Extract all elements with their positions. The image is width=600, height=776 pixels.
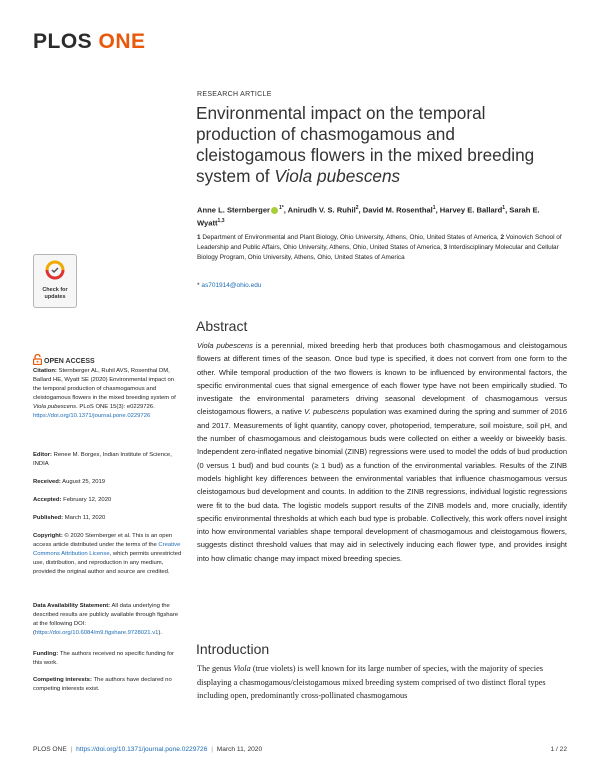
introduction-text-2: (true violets) is well known for its large number of species, with the majority of species displaying a chasmogamous/cleistogamous mixed breeding system comprised of two distinct floral types including open, predominantly cross-pollinated chasmogamous xyxy=(197,664,546,700)
accepted-block xyxy=(33,496,183,505)
article-type: RESEARCH ARTICLE xyxy=(197,91,272,98)
editor-block xyxy=(33,451,183,469)
abstract-text-1: is a perennial, mixed breeding herb that produces both chasmogamous and cleistogamous flowers at different times of the season. Once bud type is specified, it does not convert from one form to the other. While temporal production of the two flowers is known to be influenced by environmental factors, the specific environmental cues that signal emergence of each flower type have not been empirically studied. To investigate the environmental parameters driving seasonal development of chasmogamous versus cleistogamous flowers, a native xyxy=(197,341,567,417)
data-availability-text: All data underlying the described results are publicly available through figshare at the following DOI: ( xyxy=(33,603,179,636)
article-title xyxy=(196,103,556,187)
received-date: August 25, 2019 xyxy=(60,479,106,485)
copyright-block xyxy=(33,532,183,577)
introduction-text-1: The genus xyxy=(197,664,234,673)
affiliation-text: Interdisciplinary Molecular and Cellular Biology Program, Ohio University, Athens, Ohio, United States of America xyxy=(197,244,559,262)
citation-doi-link[interactable]: https://doi.org/10.1371/journal.pone.0229726 xyxy=(33,413,151,419)
author-name[interactable]: , Sarah E. Wyatt xyxy=(197,205,540,228)
author-name[interactable]: Anne L. Sternberger xyxy=(197,205,270,215)
journal-logo[interactable] xyxy=(33,30,146,54)
introduction-heading: Introduction xyxy=(196,641,270,657)
article-title-species: Viola pubescens xyxy=(274,166,401,186)
affiliation-number: 1 xyxy=(197,234,201,241)
journal-name-one: ONE xyxy=(98,30,146,53)
affiliation-number: 3 xyxy=(443,244,448,252)
competing-interests-block xyxy=(33,676,183,694)
author-affiliation-sup: 1* xyxy=(279,205,284,211)
citation-text-1: Sternberger AL, Ruhil AVS, Rosenthal DM, Ballard HE, Wyatt SE (2020) Environmental impact on the temporal production of chasmogamous and cleistogamous flowers in the mixed breeding system of xyxy=(33,368,176,401)
copyright-text-1: © 2020 Sternberger et al. This is an open access article distributed under the terms of the xyxy=(33,533,173,548)
abstract-text-2: population was examined during the spring and summer of 2016 and 2017. Measurements of light quantity, canopy cover, photoperiod, temperature, soil moisture, soil pH, and the number of chasmogamous and cleistogamous buds were collected on either a weekly or biweekly basis. Independent zero-inflated negative binomial (ZINB) regressions were used to model the odds of bud production (0 versus 1 bud) and bud counts (≥ 1 bud) as a function of the environmental variables. Results of the ZINB models highlight key differences between the environmental variables that influence chasmogamous versus cleistogamous bud development and counts. In addition to the ZINB regressions, individual logistic regressions were fit to the bud data. The logistic models support results of the ZINB models and, more crucially, identify specific environmental thresholds at which each bud type is probable. Collectively, this work offers novel insight into how environmental variables shape temporal development of chasmogamous and cleistogamous flowers, suggests distinct threshold values that may aid in selectively inducing each flower type, and provides insight into how climatic change may impact mixed breeding species. xyxy=(197,407,567,563)
editor-label: Editor: xyxy=(33,452,52,458)
author-affiliation-sup: 1,3 xyxy=(217,217,225,224)
author-list xyxy=(197,203,567,228)
accepted-date: February 12, 2020 xyxy=(61,497,112,503)
copyright-label: Copyright: xyxy=(33,533,63,539)
published-date: March 11, 2020 xyxy=(63,515,106,521)
citation-block xyxy=(33,367,183,421)
check-updates-line2: updates xyxy=(44,294,66,300)
data-availability-end: ). xyxy=(158,630,163,636)
author-affiliation-sup: 2 xyxy=(355,205,359,211)
affiliation-text: Voinovich School of Leadership and Public Affairs, Ohio University, Athens, Ohio, United States of America, xyxy=(197,234,562,252)
footer-doi-link[interactable]: https://doi.org/10.1371/journal.pone.0229726 xyxy=(76,746,208,753)
affiliation-number: 2 xyxy=(500,234,505,241)
abstract-species-2: V. pubescens xyxy=(304,407,350,417)
affiliations xyxy=(197,233,569,263)
author-name[interactable]: , Anirudh V. S. Ruhil xyxy=(283,205,356,215)
citation-text-2: . PLoS ONE 15(3): e0229726. xyxy=(76,404,155,410)
citation-label: Citation: xyxy=(33,368,57,374)
check-updates-line1: Check for xyxy=(42,287,68,293)
funding-text: The authors received no specific funding for this work. xyxy=(33,651,175,666)
corresponding-star: * xyxy=(197,282,202,289)
editor-text: Renee M. Borges, Indian Institute of Science, INDIA xyxy=(33,452,172,467)
open-access-text: OPEN ACCESS xyxy=(44,358,95,365)
author-name[interactable]: , David M. Rosenthal xyxy=(358,205,433,215)
received-label: Received: xyxy=(33,479,61,485)
footer-date: March 11, 2020 xyxy=(216,746,263,753)
check-for-updates-badge[interactable] xyxy=(33,254,77,308)
data-availability-label: Data Availability Statement: xyxy=(33,603,111,609)
page-footer xyxy=(33,746,567,753)
footer-separator: | xyxy=(70,746,73,753)
copyright-text-2: , which permits unrestricted use, distribution, and reproduction in any medium, provided the original author and source are credited. xyxy=(33,551,182,575)
abstract-heading: Abstract xyxy=(196,318,248,334)
author-affiliation-sup: 1 xyxy=(502,205,506,211)
funding-block xyxy=(33,650,183,668)
page-number: 1 / 22 xyxy=(550,746,567,753)
orcid-icon[interactable] xyxy=(271,207,278,214)
author-affiliation-sup: 1 xyxy=(432,205,436,211)
article-title-text: Environmental impact on the temporal production of chasmogamous and cleistogamous flowers in the mixed breeding system of xyxy=(196,103,535,186)
abstract-body xyxy=(197,339,567,565)
email-link[interactable]: as701914@ohio.edu xyxy=(201,282,262,289)
data-availability-block xyxy=(33,602,183,638)
introduction-body xyxy=(197,662,567,703)
competing-interests-label: Competing interests: xyxy=(33,677,92,683)
open-access-label xyxy=(33,354,95,365)
citation-species: Viola pubescens xyxy=(33,404,77,410)
corresponding-email xyxy=(197,282,261,289)
open-access-lock-icon xyxy=(33,354,42,365)
accepted-label: Accepted: xyxy=(33,497,62,503)
funding-label: Funding: xyxy=(33,651,59,657)
license-link[interactable]: Creative Commons Attribution License xyxy=(33,542,181,557)
journal-name-plos: PLOS xyxy=(33,30,93,53)
competing-interests-text: The authors have declared no competing interests exist. xyxy=(33,677,172,692)
figshare-doi-link[interactable]: https://doi.org/10.6084/m9.figshare.9728021.v1 xyxy=(34,630,159,636)
footer-journal: PLOS ONE xyxy=(33,746,67,753)
published-label: Published: xyxy=(33,515,64,521)
received-block xyxy=(33,478,183,487)
author-name[interactable]: , Harvey E. Ballard xyxy=(435,205,503,215)
published-block xyxy=(33,514,183,523)
abstract-species-1: Viola pubescens xyxy=(197,341,253,350)
affiliation-text: Department of Environmental and Plant Biology, Ohio University, Athens, Ohio, United States of America, xyxy=(200,234,501,241)
footer-separator: | xyxy=(211,746,213,753)
check-updates-icon xyxy=(45,260,65,280)
introduction-genus: Viola xyxy=(233,664,251,673)
